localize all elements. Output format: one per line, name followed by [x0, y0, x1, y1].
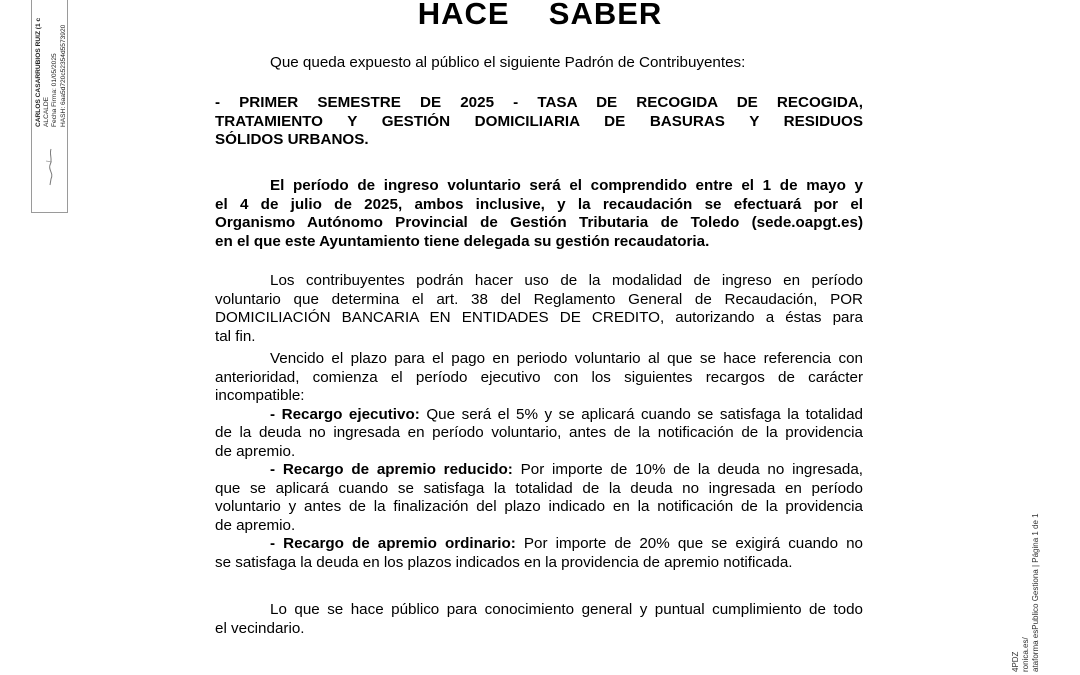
recargo-ejecutivo	[215, 406, 863, 425]
recargo-label: - Recargo de apremio ordinario:	[270, 535, 516, 552]
page-title: HACE SABER	[417, 0, 663, 31]
periodo-paragraph	[215, 177, 863, 251]
domiciliacion-line: tal fin.	[215, 327, 256, 345]
closing-line: el vecindario.	[215, 619, 305, 637]
periodo-line: El período de ingreso voluntario será el comprendido entre el 1 de mayo y	[270, 177, 863, 194]
signature-box	[31, 0, 68, 213]
vencido-line: anterioridad, comienza el período ejecutivo con los siguientes recargos de carácter	[215, 368, 863, 386]
signature-text	[35, 18, 68, 127]
recargo-text: Por importe de 10% de la deuda no ingresada,	[512, 461, 863, 478]
recargo-line: de apremio.	[215, 442, 296, 460]
recargo-reducido	[215, 461, 863, 480]
side-footer-code: 4PDZ	[1011, 651, 1020, 672]
signature-date: Fecha Firma: 01/05/2025	[51, 53, 59, 127]
vencido-line: Vencido el plazo para el pago en periodo voluntario al que se hace referencia con	[270, 350, 863, 367]
recargo-line: se satisfaga la deuda en los plazos indicados en la providencia de apremio notificada.	[215, 553, 793, 571]
periodo-line: Organismo Autónomo Provincial de Gestión Tributaria de Toledo (sede.oapgt.es)	[215, 214, 863, 231]
padron-line: TRATAMIENTO Y GESTIÓN DOMICILIARIA DE BASURAS Y RESIDUOS	[215, 112, 863, 130]
padron-item	[215, 94, 863, 150]
recargo-line: que se aplicará cuando se satisfaga la totalidad de la deuda no ingresada en período	[215, 479, 863, 497]
closing-paragraph	[215, 601, 863, 638]
recargo-label: - Recargo ejecutivo:	[270, 405, 420, 423]
domiciliacion-paragraph	[215, 272, 863, 346]
recargo-line: de apremio.	[215, 516, 296, 534]
recargo-line: voluntario y antes de la finalización del plazo indicado en la notificación de la providencia	[215, 498, 863, 515]
vencido-line: incompatible:	[215, 387, 305, 404]
recargos-section	[215, 350, 863, 572]
recargo-line: de la deuda no ingresada en período voluntario, antes de la notificación de la providencia	[215, 424, 863, 441]
padron-line: - PRIMER SEMESTRE DE 2025 - TASA DE RECOGIDA DE RECOGIDA,	[215, 94, 863, 111]
recargo-label: - Recargo de apremio reducido:	[270, 461, 513, 478]
domiciliacion-line: Los contribuyentes podrán hacer uso de la modalidad de ingreso en período	[270, 272, 863, 289]
side-footer-page: ataforma esPublico Gestiona | Página 1 de 1	[1031, 513, 1040, 672]
recargo-text: Por importe de 20% que se exigirá cuando no	[515, 535, 863, 552]
recargo-ordinario	[215, 535, 863, 554]
signature-hash: HASH: 6aa5d720c52354d5573920	[59, 24, 67, 127]
periodo-line: el 4 de julio de 2025, ambos inclusive, y la recaudación se efectuará por el	[215, 195, 863, 213]
intro-text: Que queda expuesto al público el siguiente Padrón de Contribuyentes:	[270, 54, 746, 71]
signature-mark-icon	[40, 147, 60, 187]
domiciliacion-line: DOMICILIACIÓN BANCARIA EN ENTIDADES DE CREDITO, autorizando a éstas para	[215, 309, 863, 326]
closing-line: Lo que se hace público para conocimiento general y puntual cumplimiento de todo	[270, 601, 863, 618]
signature-role: ALCALDE	[43, 96, 51, 127]
recargo-text: Que será el 5% y se aplicará cuando se satisfaga la totalidad	[419, 405, 863, 423]
signature-name: CARLOS CASARRUBIOS RUIZ (1 c	[35, 17, 42, 127]
periodo-line: en el que este Ayuntamiento tiene delegada su gestión recaudatoria.	[215, 232, 710, 250]
padron-line: SÓLIDOS URBANOS.	[215, 131, 369, 148]
side-footer-url: ronica.es/	[1021, 637, 1030, 672]
domiciliacion-line: voluntario que determina el art. 38 del Reglamento General de Recaudación, POR	[215, 290, 863, 308]
